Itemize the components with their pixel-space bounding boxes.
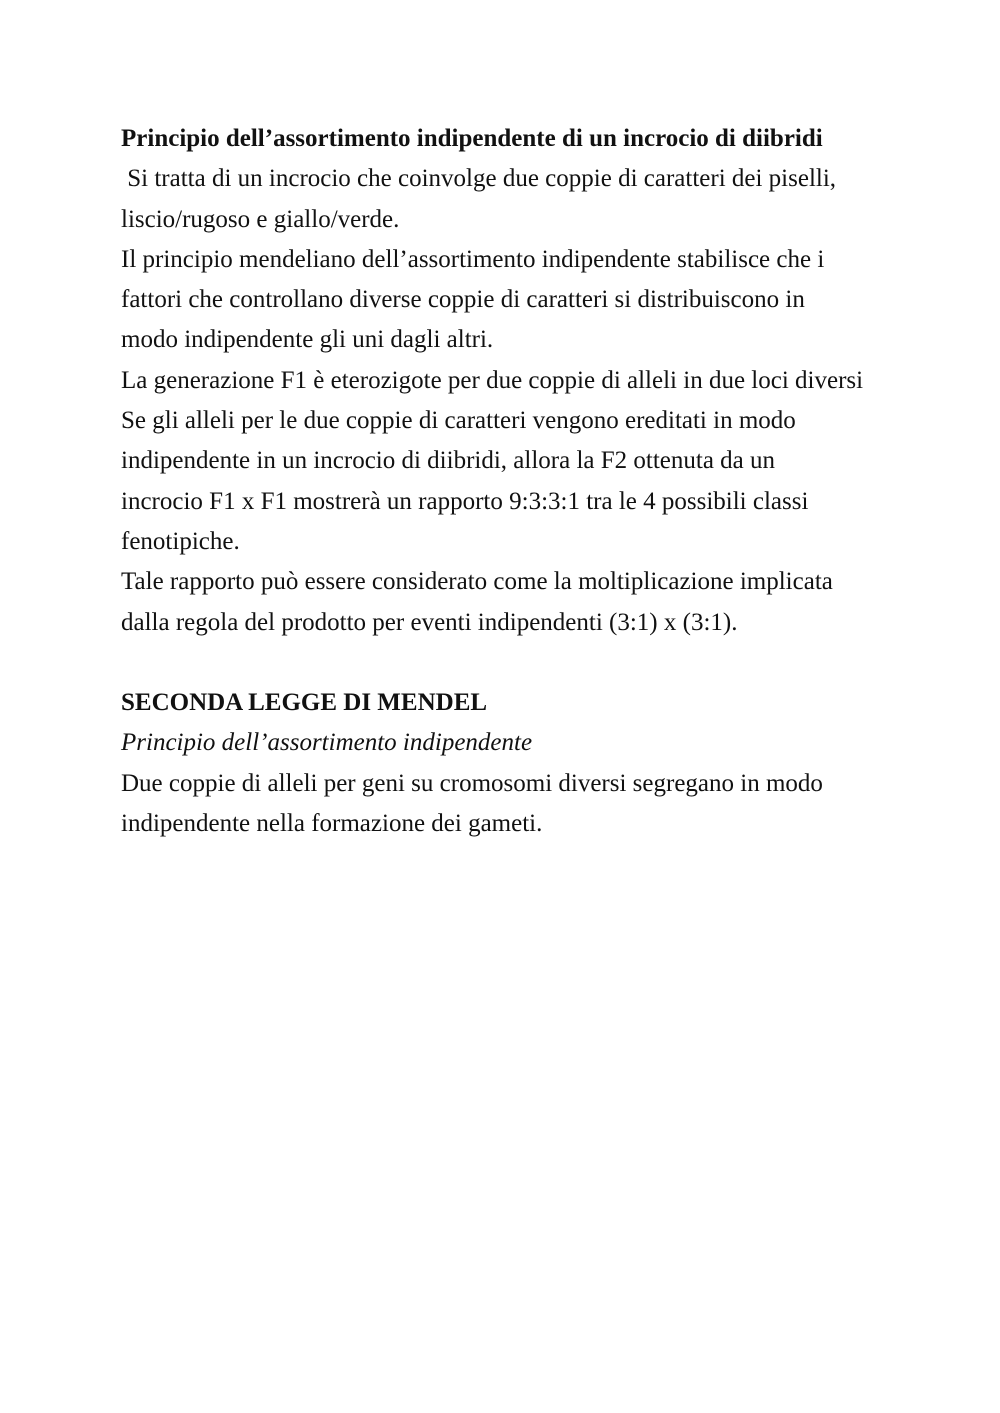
paragraph-line: Il principio mendeliano dell’assortimento indipendente stabilisce che i [121, 245, 825, 273]
section-heading: SECONDA LEGGE DI MENDEL [121, 689, 488, 716]
paragraph-line: fattori che controllano diverse coppie di caratteri si distribuiscono in [121, 286, 805, 314]
paragraph-line: Si tratta di un incrocio che coinvolge due coppie di caratteri dei piselli, [121, 165, 837, 193]
paragraph-line: Due coppie di alleli per geni su cromosomi diversi segregano in modo [121, 769, 823, 797]
section-subtitle: Principio dell’assortimento indipendente [121, 729, 533, 757]
paragraph-line: Tale rapporto può essere considerato come la moltiplicazione implicata [121, 568, 833, 596]
section-independent-assortment [121, 119, 881, 643]
paragraph-line: fenotipiche. [121, 527, 240, 555]
paragraph-line: indipendente in un incrocio di diibridi, allora la F2 ottenuta da un [121, 447, 776, 475]
paragraph-line: modo indipendente gli uni dagli altri. [121, 326, 494, 354]
paragraph-line: La generazione F1 è eterozigote per due coppie di alleli in due loci diversi [121, 366, 864, 394]
paragraph-line: Se gli alleli per le due coppie di caratteri vengono ereditati in modo [121, 407, 796, 435]
paragraph-line: dalla regola del prodotto per eventi indipendenti (3:1) x (3:1). [121, 608, 738, 636]
section-second-mendel-law [121, 683, 881, 844]
section-heading: Principio dell’assortimento indipendente di un incrocio di diibridi [121, 125, 823, 152]
paragraph-line: incrocio F1 x F1 mostrerà un rapporto 9:3:3:1 tra le 4 possibili classi [121, 487, 809, 515]
paragraph-line: indipendente nella formazione dei gameti. [121, 809, 543, 837]
paragraph-line: liscio/rugoso e giallo/verde. [121, 205, 400, 233]
